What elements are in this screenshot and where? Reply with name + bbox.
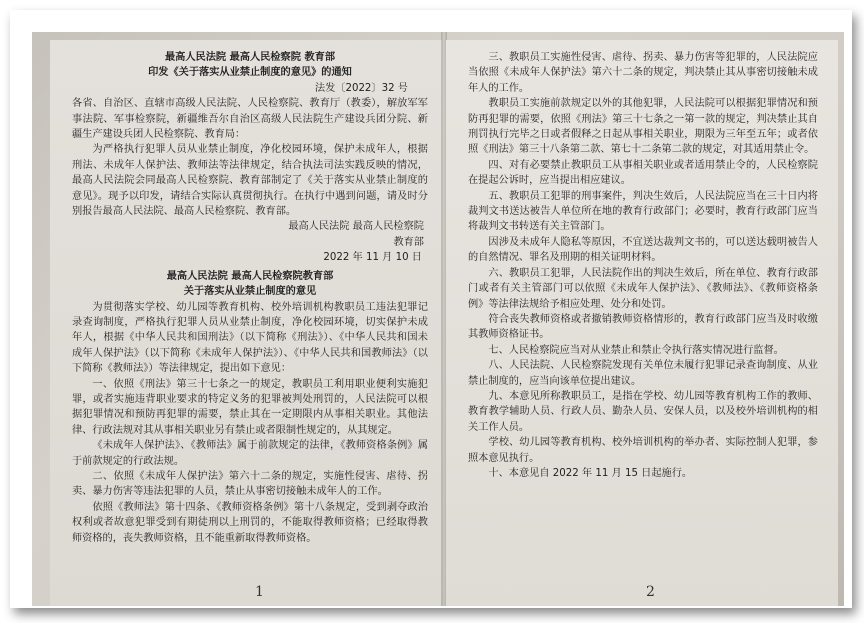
page-number-left: 1 [255,583,264,600]
addressees: 各省、自治区、直辖市高级人民法院、人民检察院、教育厅（教委），解放军军事法院、军事检察院，新疆维吾尔自治区高级人民法院生产建设兵团分院、新疆生产建设兵团人民检察院、教育局： [72,98,428,141]
opinion-intro: 为贯彻落实学校、幼儿园等教育机构、校外培训机构教职员工违法犯罪记录查询制度，严格执行犯罪人员从业禁止制度，净化校园环境，切实保护未成年人，根据《中华人民共和国刑法》（以下简称《刑法》）、《中华人民共和国未成年人保护法》（以下简称《未成年人保护法》）、《中华人民共和国教师法》（以下简称《教师法》）等法律规定，提出如下意见： [72,301,428,375]
left-page [50,40,442,606]
document-photo [32,32,844,606]
photo-frame [10,10,852,608]
article-3-para-2: 教职员工实施前款规定以外的其他犯罪，人民法院可以根据犯罪情况和预防再犯罪的需要，依照《刑法》第三十七条之一第一款的规定，判决禁止其自刑罚执行完毕之日或者假释之日起从事相关职业，期限为三年至五年；或者依照《刑法》第三十八条第二款、第七十二条第二款的规定，对其适用禁止令。 [468,98,818,156]
article-10: 十、本意见自 2022 年 11 月 15 日起施行。 [488,467,693,479]
article-9-para-2: 学校、幼儿园等教育机构、校外培训机构的举办者、实际控制人犯罪，参照本意见执行。 [468,437,818,464]
article-8: 八、人民法院、人民检察院发现有关单位未履行犯罪记录查询制度、从业禁止制度的，应当向该单位提出建议。 [468,360,818,387]
left-page-content [50,40,442,546]
opinion-title-line-2: 关于落实从业禁止制度的意见 [183,286,317,298]
article-2-para-2: 依照《教师法》第十四条、《教师资格条例》第十八条规定，受到剥夺政治权利或者故意犯罪受到有期徒刑以上刑罚的，不能取得教师资格；已经取得教师资格的，丧失教师资格，且不能重新取得教师资格。 [72,501,428,544]
signatory-line-1: 最高人民法院 最高人民检察院 [288,221,424,233]
article-7: 七、人民检察院应当对从业禁止和禁止令执行落实情况进行监督。 [488,344,784,356]
article-9: 九、本意见所称教职员工，是指在学校、幼儿园等教育机构工作的教师、教育教学辅助人员、行政人员、勤杂人员、安保人员，以及校外培训机构的相关工作人员。 [468,390,818,433]
article-6: 六、教职员工犯罪，人民法院作出的判决生效后，所在单位、教育行政部门或者有关主管部门可以依照《未成年人保护法》、《教师法》、《教师资格条例》等法律法规给予相应处理、处分和处罚。 [468,267,818,310]
notice-body: 为严格执行犯罪人员从业禁止制度，净化校园环境，保护未成年人，根据刑法、未成年人保护法、教师法等法律规定，结合执法司法实践反映的情况，最高人民法院会同最高人民检察院、教育部制定了《关于落实从业禁止制度的意见》。现予以印发，请结合实际认真贯彻执行。在执行中遇到问题，请及时分别报告最高人民法院、最高人民检察院、教育部。 [72,144,428,218]
right-page [446,40,838,606]
article-3: 三、教职员工实施性侵害、虐待、拐卖、暴力伤害等犯罪的，人民法院应当依照《未成年人保护法》第六十二条的规定，判决禁止其从事密切接触未成年人的工作。 [468,52,818,94]
document-number: 法发〔2022〕32 号 [314,82,408,94]
article-1: 一、依照《刑法》第三十七条之一的规定，教职员工利用职业便利实施犯罪，或者实施违背职业要求的特定义务的犯罪被判处刑罚的，人民法院可以根据犯罪情况和预防再犯罪的需要，禁止其在一定期限内从事相关职业。其他法律、行政法规对其从事相关职业另有禁止或者限制性规定的，从其规定。 [72,378,428,436]
signatory-line-2: 教育部 [393,236,424,248]
notice-title-line-1: 最高人民法院 最高人民检察院 教育部 [164,52,336,63]
right-page-content [446,40,838,481]
article-4: 四、对有必要禁止教职员工从事相关职业或者适用禁止令的，人民检察院在提起公诉时，应当提出相应建议。 [468,159,818,187]
opinion-title-line-1: 最高人民法院 最高人民检察院教育部 [166,270,334,282]
signature-date: 2022 年 11 月 10 日 [323,252,422,264]
article-5: 五、教职员工犯罪的刑事案件，判决生效后，人民法院应当在三十日内将裁判文书送达被告人单位所在地的教育行政部门；必要时，教育行政部门应当将裁判文书转送有关主管部门。 [468,190,818,233]
article-1-para-2: 《未成年人保护法》、《教师法》属于前款规定的法律，《教师资格条例》属于前款规定的行政法规。 [72,440,428,467]
article-2: 二、依照《未成年人保护法》第六十二条的规定，实施性侵害、虐待、拐卖、暴力伤害等违法犯罪的人员，禁止从事密切接触未成年人的工作。 [72,470,428,498]
article-6-para-2: 符合丧失教师资格或者撤销教师资格情形的，教育行政部门应当及时收缴其教师资格证书。 [468,313,818,341]
notice-title-line-2: 印发《关于落实从业禁止制度的意见》的通知 [148,67,352,79]
page-number-right: 2 [646,583,655,600]
article-5-para-2: 因涉及未成年人隐私等原因，不宜送达裁判文书的，可以送达载明被告人的自然情况、罪名及刑期的相关证明材料。 [468,236,818,264]
